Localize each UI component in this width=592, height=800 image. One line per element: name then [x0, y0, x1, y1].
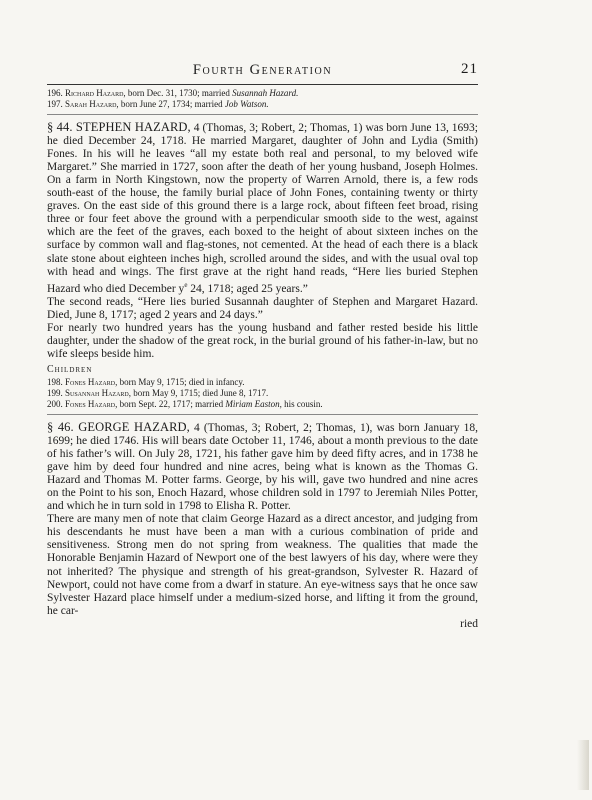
entry-name: Richard Hazard, [65, 88, 126, 98]
section-44-text: 4 (Thomas, 3; Robert, 2; Thomas, 1) was born June 13, 1693; he died December 24, 1718. He married Margaret, daughter of John and Lydia (Smith) Fones. In his will he leaves “all my estate both real and personal, to my beloved wife Margaret.” She married in 1727, soon after the death of her young husband, Joseph Holmes. On a farm in North Kingstown, now the property of Warren Arnold, there is, a few rods south-east of the house, the family burial place of John Fones, containing twenty or thirty graves. On the east side of this ground there is a large rock, about fifteen feet broad, rising three or four feet above the ground with a perpendicular smooth side to the west, against which are the feet of the graves, each boxed to the height of about sixteen inches on the surface by common wall and flag-stones, not cemented. At the head of each there is a black slate stone about eighteen inches high, scrolled around the sides, and with the usual oval top with head and wings. The first grave at the right hand reads, “Here lies buried Stephen Hazard who died December y [47, 121, 479, 295]
entry-text: born June 27, 1734; married [118, 98, 225, 109]
entry-text: born May 9, 1715; died June 8, 1717. [131, 387, 269, 398]
children-heading: Children [47, 364, 93, 376]
page-header [47, 60, 478, 85]
section-44-paragraph-1 [47, 121, 478, 296]
entry-number: 200. [47, 398, 63, 409]
page-content [47, 60, 478, 631]
section-46-paragraph-2: There are many men of note that claim George Hazard as a direct ancestor, and judging from his descendants he must have been a man with a curious combination of pride and sensitiveness. Strong men do not spring from weakness. The qualities that made the Honorable Benjamin Hazard of Newport one of the best lawyers of his day, where were they not inherited? The physique and strength of his great-grandson, Sylvester R. Hazard of Newport, could not have come from a dwarf in stature. An eye-witness says that he once saw Sylvester Hazard place himself under a medium-sized horse, and lifting it from the ground, he car- [47, 513, 478, 617]
entry-text: born Sept. 22, 1717; married [117, 398, 226, 409]
entry-text: born May 9, 1715; died in infancy. [117, 377, 245, 388]
section-46-text: 4 (Thomas, 3; Robert, 2; Thomas, 1), was born January 18, 1699; he died 1746. His will bears date October 11, 1746, about a month previous to the date of his father’s will. On July 28, 1721, his father gave him by deed fifty acres, and in 1738 he gave him by deed four hundred and nine acres, being what is known as the Thomas G. Hazard and Thomas M. Potter farms. George, by his will, gave two hundred and nine acres on the Point to his son, Enoch Hazard, whose children sold in 1797 to Jeremiah Niles Potter, and which he in turn sold in 1798 to Elisha R. Potter. [47, 421, 478, 513]
entry-spouse: Miriam Easton, [225, 398, 282, 409]
entry-number: 199. [47, 387, 63, 398]
page-number: 21 [461, 61, 478, 77]
section-44 [47, 121, 478, 410]
entry-name: Susannah Hazard, [65, 387, 132, 398]
genealogy-entry [47, 399, 478, 410]
section-44-paragraph-3: For nearly two hundred years has the young husband and father rested beside his little daughter, under the shadow of the great rock, in the burial ground of his father-in-law, but no wife sleeps beside him. [47, 321, 478, 361]
section-divider [47, 114, 478, 115]
entry-name: Fones Hazard, [65, 377, 118, 388]
section-44-heading: § 44. STEPHEN HAZARD, [47, 119, 191, 134]
children-list [47, 377, 478, 409]
genealogy-entry [47, 388, 478, 399]
genealogy-entry [47, 99, 478, 110]
entry-spouse: Job Watson. [224, 98, 269, 109]
section-46 [47, 421, 478, 632]
entry-number: 198. [47, 377, 63, 388]
genealogy-entry [47, 377, 478, 388]
section-44-paragraph-2: The second reads, “Here lies buried Susannah daughter of Stephen and Margaret Hazard. Died, June 8, 1717; aged 2 years and 24 days.” [47, 295, 478, 321]
entry-name: Sarah Hazard, [65, 98, 119, 109]
entry-number: 197. [47, 98, 63, 109]
genealogy-entries-top [47, 88, 478, 110]
entry-spouse: Susannah Hazard. [232, 88, 299, 98]
entry-text-after: his cousin. [281, 398, 323, 409]
section-46-continuation: ried [460, 617, 478, 630]
section-46-paragraph-1 [47, 421, 478, 514]
running-head: Fourth Generation [192, 62, 333, 78]
section-divider [47, 414, 478, 415]
section-46-heading: § 46. GEORGE HAZARD, [47, 419, 190, 434]
superscript: e [184, 280, 188, 289]
genealogy-entry [47, 88, 478, 99]
entry-text: born Dec. 31, 1730; married [125, 88, 233, 98]
page-edge-shadow [577, 740, 589, 790]
section-44-text-end: 24, 1718; aged 25 years.” [187, 282, 308, 295]
entry-number: 196. [47, 88, 63, 98]
entry-name: Fones Hazard, [65, 398, 118, 409]
